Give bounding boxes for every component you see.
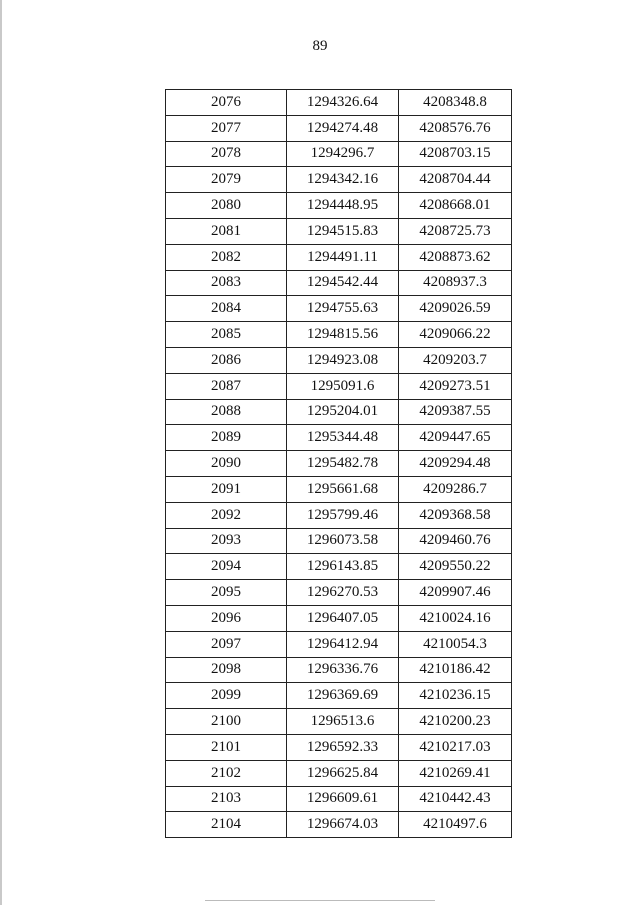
y-coordinate-cell: 4208937.3 — [399, 270, 512, 296]
y-coordinate-cell: 4208873.62 — [399, 244, 512, 270]
table-row — [166, 270, 512, 296]
y-coordinate-cell: 4209273.51 — [399, 373, 512, 399]
point-number-cell: 2087 — [166, 373, 287, 399]
x-coordinate-cell: 1296369.69 — [287, 683, 399, 709]
table-row — [166, 347, 512, 373]
table-row — [166, 373, 512, 399]
point-number-cell: 2096 — [166, 605, 287, 631]
point-number-cell: 2099 — [166, 683, 287, 709]
point-number-cell: 2080 — [166, 193, 287, 219]
x-coordinate-cell: 1296513.6 — [287, 709, 399, 735]
page-number: 89 — [312, 38, 328, 54]
x-coordinate-cell: 1294448.95 — [287, 193, 399, 219]
y-coordinate-cell: 4210236.15 — [399, 683, 512, 709]
table-row — [166, 760, 512, 786]
x-coordinate-cell: 1295204.01 — [287, 399, 399, 425]
table-row — [166, 141, 512, 167]
table-row — [166, 528, 512, 554]
x-coordinate-cell: 1294542.44 — [287, 270, 399, 296]
point-number-cell: 2083 — [166, 270, 287, 296]
x-coordinate-cell: 1296625.84 — [287, 760, 399, 786]
x-coordinate-cell: 1296592.33 — [287, 734, 399, 760]
point-number-cell: 2077 — [166, 115, 287, 141]
y-coordinate-cell: 4210269.41 — [399, 760, 512, 786]
scan-edge — [0, 0, 2, 905]
x-coordinate-cell: 1294923.08 — [287, 347, 399, 373]
table-row — [166, 580, 512, 606]
y-coordinate-cell: 4208704.44 — [399, 167, 512, 193]
y-coordinate-cell: 4208348.8 — [399, 90, 512, 116]
x-coordinate-cell: 1294815.56 — [287, 322, 399, 348]
y-coordinate-cell: 4209203.7 — [399, 347, 512, 373]
y-coordinate-cell: 4208668.01 — [399, 193, 512, 219]
point-number-cell: 2102 — [166, 760, 287, 786]
y-coordinate-cell: 4209368.58 — [399, 502, 512, 528]
table-row — [166, 786, 512, 812]
table-row — [166, 657, 512, 683]
point-number-cell: 2086 — [166, 347, 287, 373]
y-coordinate-cell: 4209286.7 — [399, 476, 512, 502]
x-coordinate-cell: 1294274.48 — [287, 115, 399, 141]
y-coordinate-cell: 4209447.65 — [399, 425, 512, 451]
point-number-cell: 2103 — [166, 786, 287, 812]
point-number-cell: 2090 — [166, 451, 287, 477]
table-row — [166, 554, 512, 580]
point-number-cell: 2093 — [166, 528, 287, 554]
point-number-cell: 2079 — [166, 167, 287, 193]
y-coordinate-cell: 4210054.3 — [399, 631, 512, 657]
y-coordinate-cell: 4209460.76 — [399, 528, 512, 554]
table-row — [166, 631, 512, 657]
point-number-cell: 2097 — [166, 631, 287, 657]
point-number-cell: 2076 — [166, 90, 287, 116]
point-number-cell: 2104 — [166, 812, 287, 838]
x-coordinate-cell: 1296336.76 — [287, 657, 399, 683]
point-number-cell: 2088 — [166, 399, 287, 425]
x-coordinate-cell: 1296073.58 — [287, 528, 399, 554]
x-coordinate-cell: 1296674.03 — [287, 812, 399, 838]
x-coordinate-cell: 1294491.11 — [287, 244, 399, 270]
table-row — [166, 709, 512, 735]
point-number-cell: 2092 — [166, 502, 287, 528]
y-coordinate-cell: 4210497.6 — [399, 812, 512, 838]
point-number-cell: 2082 — [166, 244, 287, 270]
x-coordinate-cell: 1295344.48 — [287, 425, 399, 451]
x-coordinate-cell: 1294296.7 — [287, 141, 399, 167]
point-number-cell: 2091 — [166, 476, 287, 502]
x-coordinate-cell: 1294755.63 — [287, 296, 399, 322]
table-row — [166, 90, 512, 116]
y-coordinate-cell: 4210442.43 — [399, 786, 512, 812]
y-coordinate-cell: 4210024.16 — [399, 605, 512, 631]
table-row — [166, 244, 512, 270]
y-coordinate-cell: 4209907.46 — [399, 580, 512, 606]
point-number-cell: 2085 — [166, 322, 287, 348]
point-number-cell: 2098 — [166, 657, 287, 683]
coordinates-table-body — [166, 90, 512, 838]
y-coordinate-cell: 4209026.59 — [399, 296, 512, 322]
point-number-cell: 2078 — [166, 141, 287, 167]
point-number-cell: 2094 — [166, 554, 287, 580]
coordinates-table — [165, 89, 512, 838]
y-coordinate-cell: 4210186.42 — [399, 657, 512, 683]
x-coordinate-cell: 1295091.6 — [287, 373, 399, 399]
x-coordinate-cell: 1296412.94 — [287, 631, 399, 657]
x-coordinate-cell: 1294326.64 — [287, 90, 399, 116]
y-coordinate-cell: 4208725.73 — [399, 218, 512, 244]
x-coordinate-cell: 1295482.78 — [287, 451, 399, 477]
table-row — [166, 605, 512, 631]
x-coordinate-cell: 1294515.83 — [287, 218, 399, 244]
table-row — [166, 425, 512, 451]
table-row — [166, 218, 512, 244]
y-coordinate-cell: 4209387.55 — [399, 399, 512, 425]
y-coordinate-cell: 4208576.76 — [399, 115, 512, 141]
point-number-cell: 2095 — [166, 580, 287, 606]
y-coordinate-cell: 4209550.22 — [399, 554, 512, 580]
point-number-cell: 2100 — [166, 709, 287, 735]
point-number-cell: 2081 — [166, 218, 287, 244]
y-coordinate-cell: 4210200.23 — [399, 709, 512, 735]
table-row — [166, 502, 512, 528]
y-coordinate-cell: 4210217.03 — [399, 734, 512, 760]
table-row — [166, 167, 512, 193]
x-coordinate-cell: 1295799.46 — [287, 502, 399, 528]
table-row — [166, 476, 512, 502]
point-number-cell: 2084 — [166, 296, 287, 322]
x-coordinate-cell: 1296143.85 — [287, 554, 399, 580]
table-row — [166, 734, 512, 760]
x-coordinate-cell: 1294342.16 — [287, 167, 399, 193]
y-coordinate-cell: 4209294.48 — [399, 451, 512, 477]
table-row — [166, 296, 512, 322]
point-number-cell: 2089 — [166, 425, 287, 451]
table-row — [166, 812, 512, 838]
table-row — [166, 683, 512, 709]
table-row — [166, 322, 512, 348]
table-row — [166, 451, 512, 477]
point-number-cell: 2101 — [166, 734, 287, 760]
x-coordinate-cell: 1296270.53 — [287, 580, 399, 606]
y-coordinate-cell: 4209066.22 — [399, 322, 512, 348]
x-coordinate-cell: 1296609.61 — [287, 786, 399, 812]
y-coordinate-cell: 4208703.15 — [399, 141, 512, 167]
table-row — [166, 193, 512, 219]
x-coordinate-cell: 1295661.68 — [287, 476, 399, 502]
bottom-rule — [205, 900, 435, 901]
table-row — [166, 115, 512, 141]
table-row — [166, 399, 512, 425]
x-coordinate-cell: 1296407.05 — [287, 605, 399, 631]
